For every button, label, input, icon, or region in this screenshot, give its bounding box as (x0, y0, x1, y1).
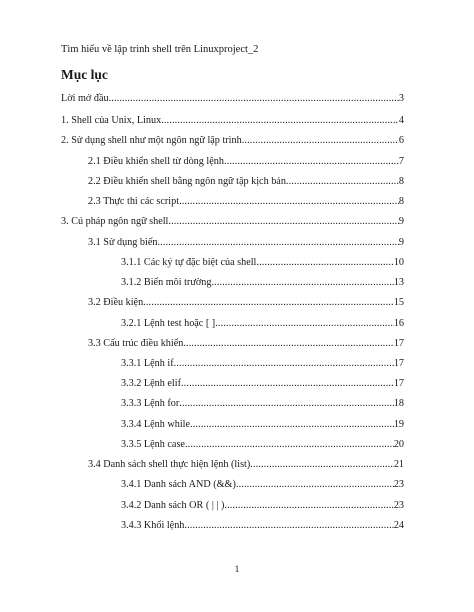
toc-entry-leader (224, 499, 393, 513)
toc-entry-leader (183, 337, 393, 351)
toc-entry-label: 1. Shell của Unix, Linux (61, 115, 162, 126)
toc-entry-page: 24 (393, 520, 404, 531)
toc-entry-label: 3. Cú pháp ngôn ngữ shell (61, 216, 169, 227)
toc-entry-leader (179, 195, 399, 209)
toc-entry-page: 8 (398, 196, 404, 207)
toc-entry-page: 15 (393, 297, 404, 308)
toc-entry-page: 19 (393, 419, 404, 430)
toc-entry-page: 9 (398, 216, 404, 227)
toc-entry[interactable] (121, 418, 404, 432)
toc-entry-label: 3.1 Sử dụng biến (88, 237, 158, 248)
toc-entry-label: 2.2 Điều khiển shell bằng ngôn ngữ tập kịch bản (88, 176, 286, 187)
toc-entry-label: 2. Sử dụng shell như một ngôn ngữ lập trình (61, 135, 242, 146)
toc-entry-label: 3.3.1 Lệnh if (121, 358, 174, 369)
toc-entry-label: 2.1 Điều khiển shell từ dòng lệnh (88, 156, 224, 167)
toc-entry[interactable] (88, 236, 404, 250)
toc-entry[interactable] (88, 458, 404, 472)
toc-entry-leader (250, 458, 394, 472)
toc-entry-leader (109, 92, 399, 106)
toc-entry-label: 3.1.2 Biến môi trường (121, 277, 212, 288)
toc-entry-label: 3.2 Điều kiện (88, 297, 144, 308)
toc-entry[interactable] (121, 397, 404, 411)
toc-entry-label: 2.3 Thực thi các script (88, 196, 180, 207)
toc-entry-label: 3.3.4 Lệnh while (121, 419, 191, 430)
toc-entry[interactable] (121, 499, 404, 513)
toc-entry-leader (256, 256, 393, 270)
toc-entry[interactable] (121, 519, 404, 533)
toc-entry-leader (242, 134, 399, 148)
page-number: 1 (234, 565, 240, 575)
toc-heading: Mục lục (61, 67, 108, 82)
document-title: Tìm hiểu về lập trình shell trên Linuxproject_2 (61, 44, 259, 55)
toc-entry[interactable] (88, 337, 404, 351)
toc-entry[interactable] (61, 215, 404, 229)
toc-entry-leader (190, 418, 394, 432)
toc-entry-label: Lời mở đầu (61, 93, 109, 104)
toc-entry-leader (185, 438, 394, 452)
toc-entry-page: 4 (398, 115, 404, 126)
toc-entry-leader (184, 519, 393, 533)
toc-entry-page: 21 (393, 459, 404, 470)
toc-entry[interactable] (121, 256, 404, 270)
toc-entry-page: 9 (398, 237, 404, 248)
toc-entry-page: 20 (393, 439, 404, 450)
toc-entry-leader (168, 215, 399, 229)
toc-entry[interactable] (121, 276, 404, 290)
toc-entry-page: 18 (393, 398, 404, 409)
toc-entry[interactable] (121, 317, 404, 331)
toc-entry-label: 3.3.5 Lệnh case (121, 439, 185, 450)
toc-entry-label: 3.1.1 Các ký tự đặc biệt của shell (121, 257, 257, 268)
toc-entry-page: 17 (393, 338, 404, 349)
toc-entry-page: 17 (393, 358, 404, 369)
toc-entry-label: 3.3.3 Lệnh for (121, 398, 180, 409)
toc-entry[interactable] (121, 357, 404, 371)
toc-entry-label: 3.4.3 Khối lệnh (121, 520, 185, 531)
toc-entry-leader (157, 236, 398, 250)
toc-entry[interactable] (88, 175, 404, 189)
toc-entry[interactable] (61, 114, 404, 128)
toc-entry-page: 23 (393, 479, 404, 490)
toc-entry-page: 7 (398, 156, 404, 167)
toc-entry-page: 3 (398, 93, 404, 104)
toc-entry-leader (179, 397, 394, 411)
toc-entry[interactable] (61, 92, 404, 106)
toc-entry-label: 3.3.2 Lệnh elif (121, 378, 181, 389)
toc-entry-leader (161, 114, 399, 128)
toc-entry-leader (224, 155, 399, 169)
toc-entry[interactable] (88, 296, 404, 310)
toc-entry[interactable] (61, 134, 404, 148)
toc-entry[interactable] (121, 377, 404, 391)
toc-entry-page: 10 (393, 257, 404, 268)
toc-entry-page: 16 (393, 318, 404, 329)
toc-entry-label: 3.4.1 Danh sách AND (&&) (121, 479, 236, 490)
toc-entry-label: 3.3 Cấu trúc điều khiển (88, 338, 184, 349)
toc-entry-leader (143, 296, 394, 310)
toc-entry-leader (286, 175, 399, 189)
toc-entry-label: 3.4 Danh sách shell thực hiện lệnh (list) (88, 459, 251, 470)
toc-entry[interactable] (88, 155, 404, 169)
toc-entry-label: 3.2.1 Lệnh test hoặc [ ] (121, 318, 216, 329)
toc-entry-leader (211, 276, 393, 290)
toc-entry-leader (236, 478, 394, 492)
toc-entry-page: 13 (393, 277, 404, 288)
toc-entry[interactable] (88, 195, 404, 209)
toc-entry[interactable] (121, 438, 404, 452)
toc-entry-leader (215, 317, 394, 331)
toc-entry-leader (181, 377, 394, 391)
toc-entry-page: 23 (393, 500, 404, 511)
toc-entry-page: 17 (393, 378, 404, 389)
toc-entry[interactable] (121, 478, 404, 492)
toc-entry-page: 8 (398, 176, 404, 187)
toc-entry-leader (174, 357, 394, 371)
toc-entry-label: 3.4.2 Danh sách OR ( | | ) (121, 500, 225, 511)
toc-entry-page: 6 (398, 135, 404, 146)
